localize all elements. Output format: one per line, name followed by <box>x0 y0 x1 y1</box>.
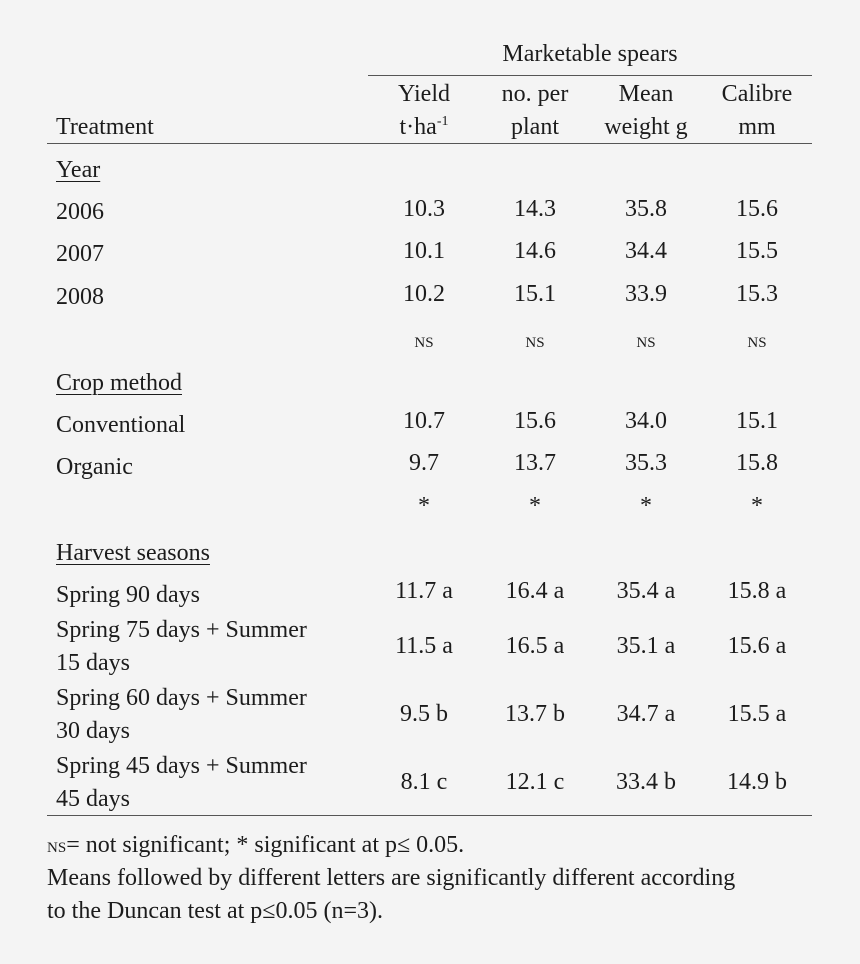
cell-yield: 11.5 a <box>395 633 453 659</box>
cell-calibre: 15.5 a <box>727 701 787 727</box>
cell-yield: 11.7 a <box>395 578 453 604</box>
cell-count: 14.6 <box>514 238 556 264</box>
cell-count: 16.4 a <box>505 578 565 604</box>
cell-count: 12.1 c <box>505 769 565 795</box>
sig-weight: * <box>640 493 652 519</box>
sig-yield: * <box>418 493 430 519</box>
cell-weight: 34.4 <box>625 238 667 264</box>
footnote-significance <box>47 828 464 862</box>
col-count-header-line2: plant <box>511 114 559 140</box>
col-yield-header-line2: $t\cdot ha^{-1}$ <box>399 114 449 140</box>
row-label: Spring 45 days + Summer <box>56 753 307 779</box>
cell-calibre: 15.8 a <box>727 578 787 604</box>
row-label-continued: 45 days <box>56 786 130 812</box>
section-title-crop-method: Crop method <box>56 370 182 396</box>
section-title-harvest-seasons: Harvest seasons <box>56 540 210 566</box>
row-label: Conventional <box>56 412 186 438</box>
row-label-continued: 15 days <box>56 650 130 676</box>
cell-calibre: 15.1 <box>736 408 778 434</box>
cell-count: 15.1 <box>514 281 556 307</box>
footnote-means: Means followed by different letters are significantly different according <box>47 865 736 891</box>
bottom-rule <box>47 815 812 816</box>
row-label: Spring 75 days + Summer <box>56 617 307 643</box>
cell-calibre: 15.8 <box>736 450 778 476</box>
group-underline <box>368 75 812 76</box>
cell-weight: 35.3 <box>625 450 667 476</box>
row-label: 2007 <box>56 241 104 267</box>
footnote-ns-abbrev: ns <box>47 832 67 857</box>
cell-calibre: 15.3 <box>736 281 778 307</box>
footnote-ns-text: = not significant; * significant at p≤ 0.05. <box>66 832 465 858</box>
cell-calibre: 14.9 b <box>727 769 787 795</box>
row-label: 2008 <box>56 284 104 310</box>
sig-calibre: * <box>751 493 763 519</box>
cell-yield: 8.1 c <box>400 769 448 795</box>
col-calibre-header-line2: mm <box>738 114 776 140</box>
cell-weight: 33.4 b <box>616 769 676 795</box>
cell-weight: 35.1 a <box>616 633 676 659</box>
section-title-year: Year <box>56 157 101 183</box>
row-label: 2006 <box>56 199 104 225</box>
cell-count: 16.5 a <box>505 633 565 659</box>
row-label: Spring 90 days <box>56 582 200 608</box>
cell-count: 14.3 <box>514 196 556 222</box>
sig-calibre: ns <box>747 327 767 352</box>
cell-calibre: 15.6 <box>736 196 778 222</box>
cell-calibre: 15.6 a <box>727 633 787 659</box>
col-calibre-header-line1: Calibre <box>721 81 793 107</box>
cell-yield: 10.1 <box>403 238 445 264</box>
cell-weight: 35.4 a <box>616 578 676 604</box>
treatment-header: Treatment <box>56 114 154 140</box>
col-weight-header-line2: weight g <box>604 114 688 140</box>
cell-weight: 33.9 <box>625 281 667 307</box>
cell-yield: 10.2 <box>403 281 445 307</box>
col-weight-header-line1: Mean <box>618 81 674 107</box>
cell-yield: 10.3 <box>403 196 445 222</box>
cell-yield: 9.5 b <box>400 701 448 727</box>
cell-count: 13.7 b <box>505 701 565 727</box>
col-count-header-line1: no. per <box>501 81 569 107</box>
sig-count: * <box>529 493 541 519</box>
sig-yield: ns <box>414 327 434 352</box>
footnote-test: to the Duncan test at p≤0.05 (n=3). <box>47 898 383 924</box>
cell-weight: 34.0 <box>625 408 667 434</box>
cell-count: 13.7 <box>514 450 556 476</box>
header-rule <box>47 143 812 144</box>
cell-calibre: 15.5 <box>736 238 778 264</box>
col-yield-header-line1: Yield <box>398 81 450 107</box>
cell-yield: 9.7 <box>409 450 439 476</box>
cell-weight: 35.8 <box>625 196 667 222</box>
sig-weight: ns <box>636 327 656 352</box>
cell-weight: 34.7 a <box>616 701 676 727</box>
sig-count: ns <box>525 327 545 352</box>
cell-count: 15.6 <box>514 408 556 434</box>
row-label-continued: 30 days <box>56 718 130 744</box>
cell-yield: 10.7 <box>403 408 445 434</box>
group-header: Marketable spears <box>502 41 678 67</box>
row-label: Organic <box>56 454 133 480</box>
row-label: Spring 60 days + Summer <box>56 685 307 711</box>
